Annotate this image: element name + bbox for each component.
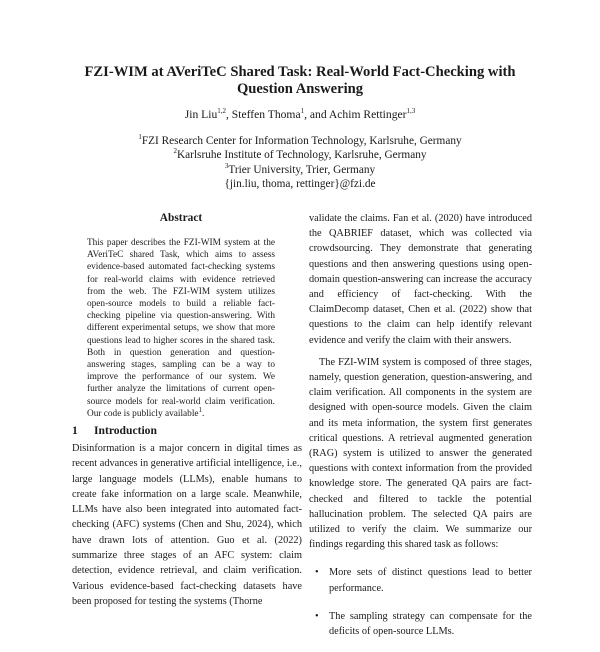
title-line-1: FZI-WIM at AVeriTeC Shared Task: Real-World Fact-Checking with — [84, 64, 516, 80]
author-separator: , and — [304, 108, 329, 121]
author-list — [60, 108, 540, 122]
abstract-text: This paper describes the FZI-WIM system at the AVeriTeC shared Task, which aims to assess evidence-based automated fact-checking systems for real-world claims with evidence retrieved from the web. The FZI-WIM system utilizes open-source models to build a reliable fact-checking pipeline via question-answering. With different experimental setups, we show that more questions lead to higher scores in the shared task. Both in question generation and question-answering stages, sampling can be a way to improve the performance of our system. We further analyze the limitations of current open-source models for real-world claim verification. Our code is publicly available — [87, 238, 275, 419]
affiliation-text: FZI Research Center for Information Technology, Karlsruhe, Germany — [141, 135, 462, 147]
author-emails: {jin.liu, thoma, rettinger}@fzi.de — [224, 178, 376, 191]
affiliation-line — [60, 134, 540, 148]
list-item-text: More sets of distinct questions lead to better performance. — [329, 567, 532, 594]
author-name: Achim Rettinger — [328, 108, 407, 121]
list-item — [309, 565, 532, 595]
bullet-icon: • — [315, 567, 319, 579]
bullet-icon: • — [315, 610, 319, 622]
body-paragraph: The FZI-WIM system is composed of three stages, namely, question generation, question-answering, and claim verification. All components in the system are designed with open-source models. Given the claim and its meta information, the system first generates critical questions. A retrieval augmented generation (RAG) system is utilized to answer the generated questions with context information from the provided knowledge store. The generated QA pairs are fact-checked and filtered to tackle the potential hallucination problem. The selected QA pairs are utilized to verify the claim. We summarize our findings regarding this shared task as follows: — [309, 356, 532, 551]
paper-title — [60, 64, 540, 98]
right-column — [309, 211, 532, 652]
affiliation-mark: 3 — [224, 162, 229, 171]
affiliation-text: Karlsruhe Institute of Technology, Karlsruhe, Germany — [176, 149, 427, 162]
author-name: Jin Liu — [184, 108, 218, 121]
section-title: Introduction — [94, 424, 157, 437]
author-affil-mark: 1 — [300, 107, 305, 116]
body-paragraph: validate the claims. Fan et al. (2020) have introduced the QABRIEF dataset, which was collected via crowdsourcing. They demonstrate that generating questions and then answering questions using open-domain question-answering can increase the accuracy and efficiency of fact-checking. With the ClaimDecomp dataset, Chen et al. (2022) show that questions to the claim can help identify relevant evidence and verify the claim with their answers. — [309, 213, 532, 346]
list-item-text: The sampling strategy can compensate for the deficits of open-source LLMs. — [329, 610, 532, 638]
section-number: 1 — [72, 424, 78, 437]
affiliation-line — [60, 163, 540, 177]
author-name: Steffen Thoma — [231, 108, 301, 121]
author-affil-mark: 1,3 — [406, 107, 416, 116]
findings-list — [309, 565, 532, 639]
author-separator: , — [226, 108, 232, 121]
abstract-end: . — [202, 408, 205, 419]
affiliation-mark: 1 — [138, 133, 142, 142]
footnote-mark: 1 — [198, 405, 203, 414]
affiliation-list — [60, 134, 540, 192]
section-heading-introduction — [72, 424, 302, 438]
affiliation-text: Trier University, Trier, Germany — [228, 163, 376, 176]
affiliation-line — [60, 148, 540, 162]
introduction-body — [72, 441, 302, 607]
list-item — [309, 609, 532, 639]
abstract-body — [87, 237, 275, 420]
abstract-heading: Abstract — [159, 212, 203, 224]
affiliation-mark: 2 — [173, 147, 177, 156]
title-line-2: Question Answering — [236, 81, 364, 97]
author-affil-mark: 1,2 — [217, 107, 226, 116]
intro-paragraph: Disinformation is a major concern in digital times as recent advances in generative artificial intelligence, i.e., large language models (LLMs), enable humans to create fake information on a large scale. Meanwhile, LLMs have also been integrated into automated fact-checking (AFC) systems (Chen and Shu, 2024), which have drawn lots of attention. Guo et al. (2022) summarize three stages of an AFC system: claim detection, evidence retrieval, and claim verification. Various evidence-based fact-checking datasets have been proposed for testing the systems (Thorne — [72, 443, 302, 607]
